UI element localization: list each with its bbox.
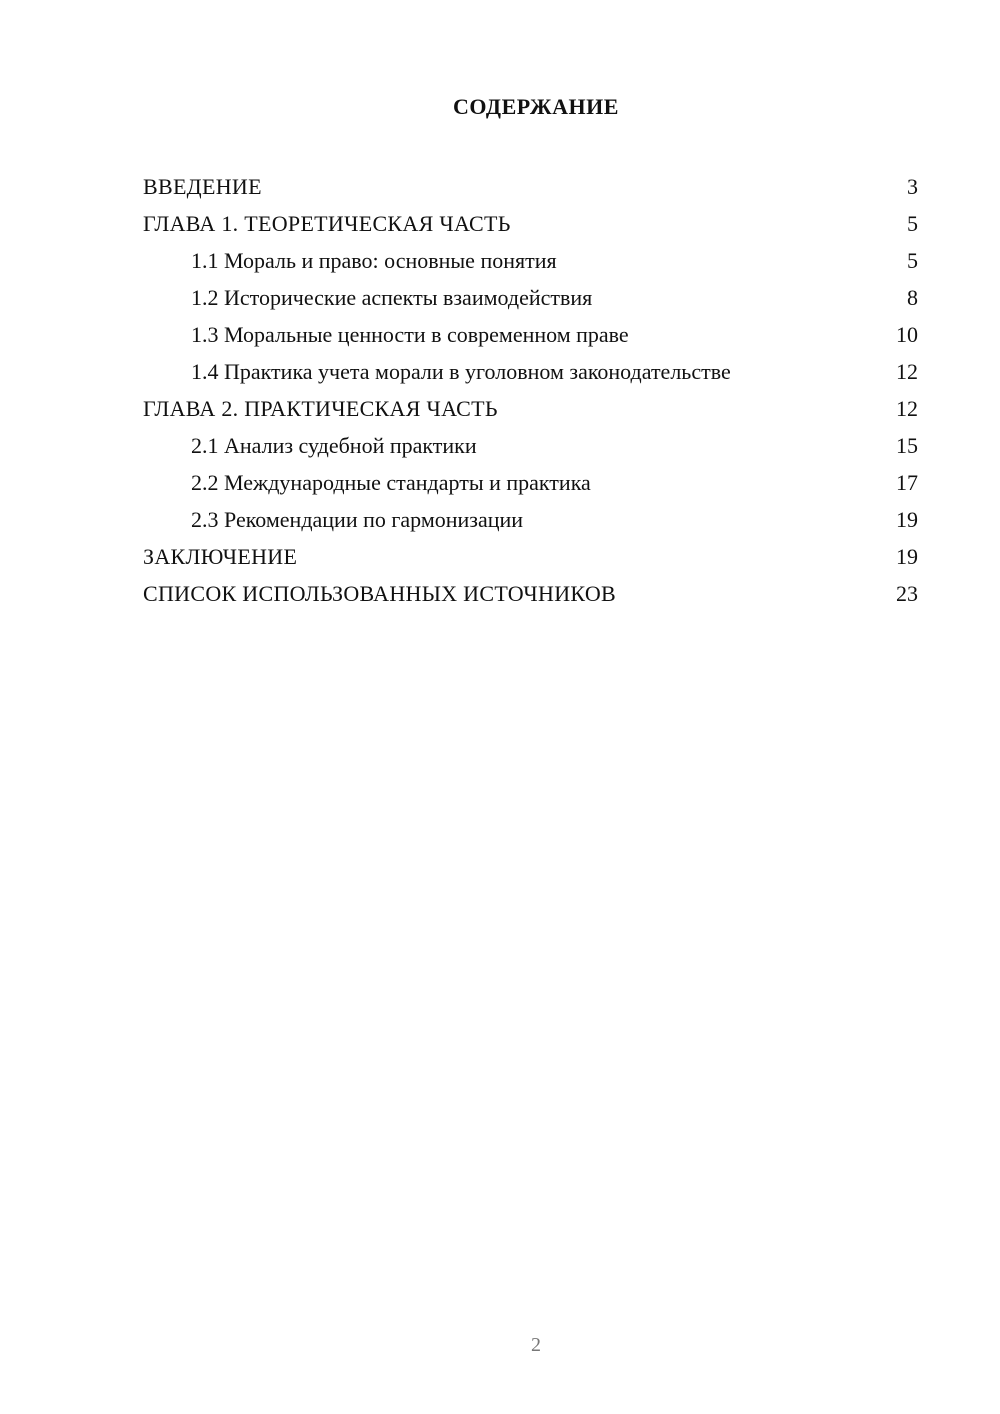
toc-entry-label: СПИСОК ИСПОЛЬЗОВАННЫХ ИСТОЧНИКОВ bbox=[143, 581, 616, 606]
toc-entry-page: 19 bbox=[896, 507, 918, 532]
toc-entry-label: 1.1 Мораль и право: основные понятия bbox=[191, 248, 557, 273]
toc-entry-page: 23 bbox=[896, 581, 918, 606]
toc-entry-label: 2.1 Анализ судебной практики bbox=[191, 433, 477, 458]
toc-title: СОДЕРЖАНИЕ bbox=[453, 94, 619, 119]
toc-entry-conclusion bbox=[143, 538, 918, 575]
toc-entry-label: ЗАКЛЮЧЕНИЕ bbox=[143, 544, 298, 569]
toc-entry-references bbox=[143, 575, 918, 612]
table-of-contents bbox=[143, 168, 918, 612]
toc-entry-label: 1.2 Исторические аспекты взаимодействия bbox=[191, 285, 593, 310]
toc-entry-label: 2.3 Рекомендации по гармонизации bbox=[191, 507, 524, 532]
toc-entry-section-1-1 bbox=[143, 242, 918, 279]
toc-entry-chapter-2 bbox=[143, 390, 918, 427]
toc-entry-introduction bbox=[143, 168, 918, 205]
toc-entry-page: 5 bbox=[907, 211, 918, 236]
toc-entry-section-2-1 bbox=[143, 427, 918, 464]
toc-entry-chapter-1 bbox=[143, 205, 918, 242]
toc-entry-label: ВВЕДЕНИЕ bbox=[143, 174, 262, 199]
toc-entry-page: 19 bbox=[896, 544, 918, 569]
toc-entry-page: 12 bbox=[896, 359, 918, 384]
toc-entry-page: 12 bbox=[896, 396, 918, 421]
toc-entry-section-1-4 bbox=[143, 353, 918, 390]
toc-entry-label: 2.2 Международные стандарты и практика bbox=[191, 470, 591, 495]
toc-entry-page: 17 bbox=[896, 470, 918, 495]
toc-entry-label: 1.3 Моральные ценности в современном праве bbox=[191, 322, 629, 347]
toc-entry-section-1-3 bbox=[143, 316, 918, 353]
page-number: 2 bbox=[531, 1334, 541, 1356]
toc-entry-label: ГЛАВА 1. ТЕОРЕТИЧЕСКАЯ ЧАСТЬ bbox=[143, 211, 511, 236]
toc-entry-page: 3 bbox=[907, 174, 918, 199]
toc-entry-page: 8 bbox=[907, 285, 918, 310]
toc-entry-page: 10 bbox=[896, 322, 918, 347]
toc-entry-page: 15 bbox=[896, 433, 918, 458]
toc-entry-section-2-3 bbox=[143, 501, 918, 538]
toc-entry-label: ГЛАВА 2. ПРАКТИЧЕСКАЯ ЧАСТЬ bbox=[143, 396, 498, 421]
toc-entry-section-1-2 bbox=[143, 279, 918, 316]
toc-entry-section-2-2 bbox=[143, 464, 918, 501]
toc-entry-label: 1.4 Практика учета морали в уголовном законодательстве bbox=[191, 359, 731, 384]
toc-entry-page: 5 bbox=[907, 248, 918, 273]
